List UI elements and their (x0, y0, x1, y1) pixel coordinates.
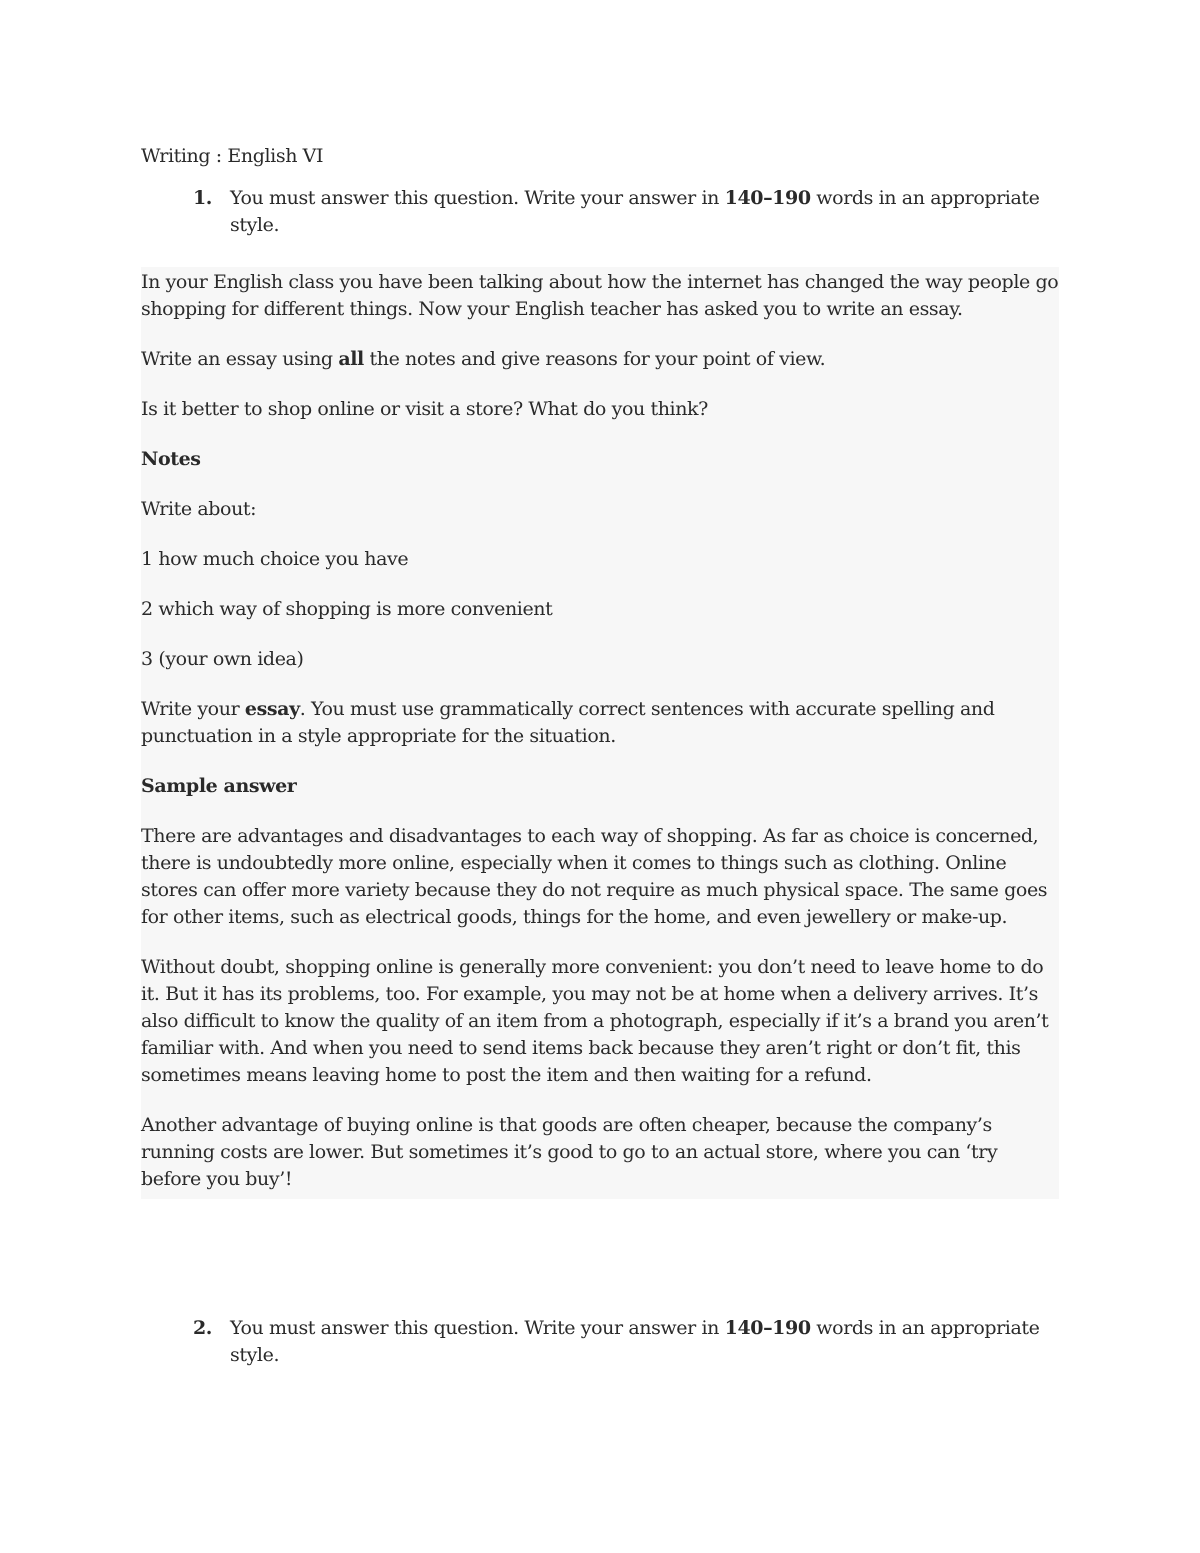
notes-heading: Notes (141, 448, 201, 470)
document-page (141, 141, 1059, 1366)
task-final-instruction: Write your essay. You must use grammatically correct sentences with accurate spelling and punctuation in a style appropriate for the situation. (141, 698, 995, 747)
note-item-3: 3 (your own idea) (141, 648, 304, 670)
sample-answer-heading: Sample answer (141, 775, 297, 797)
question-text: You must answer this question. Write your answer in 140–190 words in an appropriate style. (230, 1317, 1040, 1366)
sample-paragraph-1: There are advantages and disadvantages to each way of shopping. As far as choice is concerned, there is undoubtedly more online, especially when it comes to things such as clothing. Online stores can offer more variety because they do not require as much physical space. The same goes for other items, such as electrical goods, things for the home, and even jewellery or make-up. (141, 825, 1048, 928)
task-instruction: Write an essay using all the notes and give reasons for your point of view. (141, 348, 826, 370)
question-text: You must answer this question. Write your answer in 140–190 words in an appropriate style. (230, 187, 1040, 236)
note-item-2: 2 which way of shopping is more convenient (141, 598, 553, 620)
question-number: 1. (192, 187, 212, 209)
write-about-label: Write about: (141, 498, 257, 520)
task-box (141, 267, 1059, 1199)
question-1 (141, 185, 1059, 239)
question-2 (141, 1315, 1059, 1369)
word-range: 140–190 (724, 187, 811, 209)
question-number: 2. (192, 1317, 212, 1339)
document-title: Writing : English VI (141, 145, 324, 167)
word-range: 140–190 (724, 1317, 811, 1339)
note-item-1: 1 how much choice you have (141, 548, 409, 570)
sample-paragraph-3: Another advantage of buying online is that goods are often cheaper, because the company’s running costs are lower. But sometimes it’s good to go to an actual store, where you can ‘try before you buy’! (141, 1114, 998, 1190)
sample-paragraph-2: Without doubt, shopping online is generally more convenient: you don’t need to leave home to do it. But it has its problems, too. For example, you may not be at home when a delivery arrives. It’s also difficult to know the quality of an item from a photograph, especially if it’s a brand you aren’t familiar with. And when you need to send items back because they aren’t right or don’t fit, this sometimes means leaving home to post the item and then waiting for a refund. (141, 956, 1049, 1086)
task-intro: In your English class you have been talking about how the internet has changed the way people go shopping for different things. Now your English teacher has asked you to write an essay. (141, 271, 1059, 320)
task-question: Is it better to shop online or visit a store? What do you think? (141, 398, 708, 420)
